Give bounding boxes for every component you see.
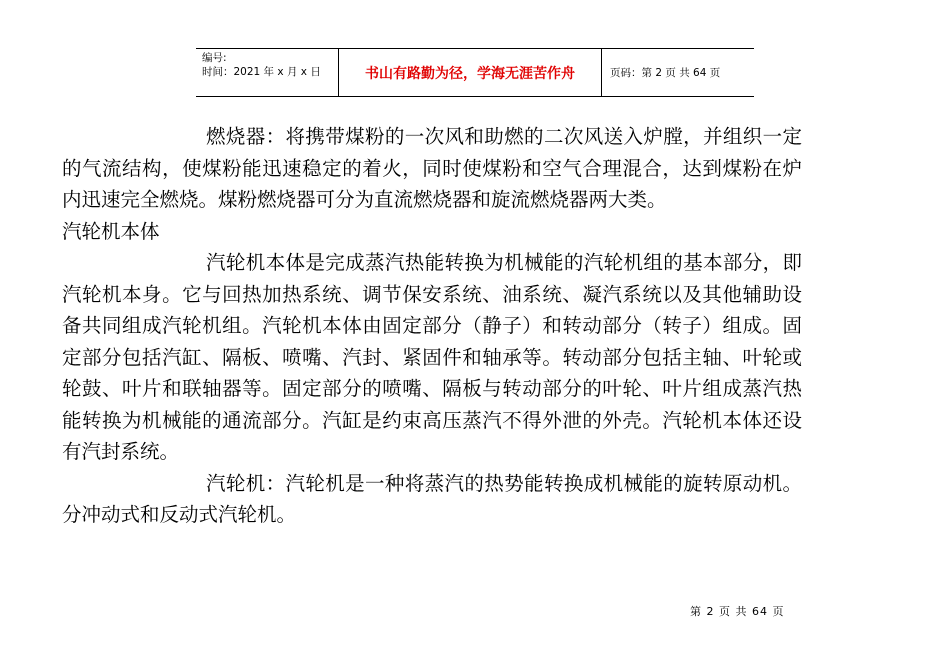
number-label: 编号:: [202, 52, 227, 64]
header-meta: [196, 49, 338, 96]
section-heading-turbine-body: 汽轮机本体: [62, 219, 160, 243]
page-header: [196, 48, 754, 97]
paragraph-burner: 燃烧器：将携带煤粉的一次风和助燃的二次风送入炉膛，并组织一定的气流结构，使煤粉能迅速稳定的着火，同时使煤粉和空气合理混合，达到煤粉在炉内迅速完全燃烧。煤粉燃烧器可分为直流燃烧器和旋流燃烧器两大类。: [62, 125, 802, 211]
document-body: [62, 121, 802, 531]
paragraph-turbine: 汽轮机：汽轮机是一种将蒸汽的热势能转换成机械能的旋转原动机。分冲动式和反动式汽轮机。: [62, 471, 802, 526]
page-footer: 第 2 页 共 64 页: [690, 605, 785, 618]
header-page-info: 页码：第 2 页 共 64 页: [610, 67, 721, 79]
time-label: 时间：2021 年 x 月 x 日: [202, 66, 321, 78]
paragraph-turbine-body: 汽轮机本体是完成蒸汽热能转换为机械能的汽轮机组的基本部分，即汽轮机本身。它与回热加热系统、调节保安系统、油系统、凝汽系统以及其他辅助设备共同组成汽轮机组。汽轮机本体由固定部分（静子）和转动部分（转子）组成。固定部分包括汽缸、隔板、喷嘴、汽封、紧固件和轴承等。转动部分包括主轴、叶轮或轮鼓、叶片和联轴器等。固定部分的喷嘴、隔板与转动部分的叶轮、叶片组成蒸汽热能转换为机械能的通流部分。汽缸是约束高压蒸汽不得外泄的外壳。汽轮机本体还设有汽封系统。: [62, 251, 802, 463]
header-motto: 书山有路勤为径，学海无涯苦作舟: [338, 49, 602, 96]
